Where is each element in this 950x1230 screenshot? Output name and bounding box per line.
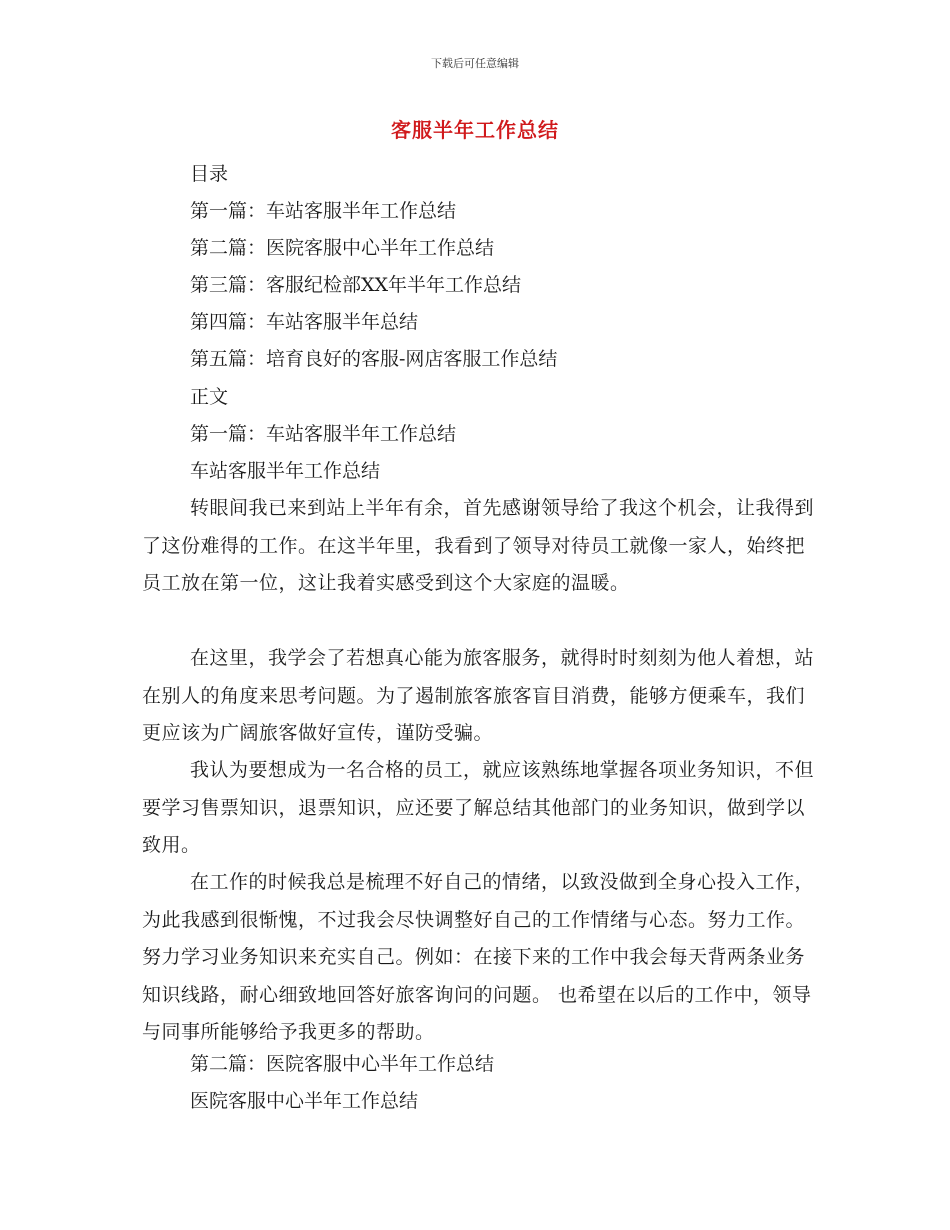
- document-title: 客服半年工作总结: [391, 118, 559, 142]
- body-label: 正文: [190, 386, 229, 408]
- paragraph-3: 我认为要想成为一名合格的员工，就应该熟练地掌握各项业务知识，不但要学习售票知识，退票知识，应还要了解总结其他部门的业务知识，做到学以致用。: [142, 759, 815, 856]
- toc-item-3: 第三篇：客服纪检部XX年半年工作总结: [190, 274, 522, 296]
- section1-heading: 第一篇：车站客服半年工作总结: [190, 423, 457, 445]
- paragraph-1: 转眼间我已来到站上半年有余，首先感谢领导给了我这个机会，让我得到了这份难得的工作。在这半年里，我看到了领导对待员工就像一家人，始终把员工放在第一位，这让我着实感受到这个大家庭的温暖。: [142, 497, 815, 594]
- paragraph-4: 在工作的时候我总是梳理不好自己的情绪，以致没做到全身心投入工作，为此我感到很惭愧，不过我会尽快调整好自己的工作情绪与心态。努力工作。努力学习业务知识来充实自己。例如：在接下来的工作中我会每天背两条业务知识线路，耐心细致地回答好旅客询问的问题。 也希望在以后的工作中，领导与同事所能够给予我更多的帮助。: [142, 871, 815, 1043]
- section2-heading: 第二篇：医院客服中心半年工作总结: [190, 1053, 495, 1075]
- paragraph-2: 在这里，我学会了若想真心能为旅客服务，就得时时刻刻为他人着想，站在别人的角度来思考问题。为了遏制旅客旅客盲目消费，能够方便乘车，我们更应该为广阔旅客做好宣传，谨防受骗。: [142, 647, 815, 744]
- toc-label: 目录: [190, 163, 229, 185]
- section2-subheading: 医院客服中心半年工作总结: [190, 1090, 419, 1112]
- toc-item-4: 第四篇：车站客服半年总结: [190, 311, 419, 333]
- toc-item-2: 第二篇：医院客服中心半年工作总结: [190, 237, 495, 259]
- toc-item-1: 第一篇：车站客服半年工作总结: [190, 200, 457, 222]
- section1-subheading: 车站客服半年工作总结: [190, 460, 381, 482]
- header-note: 下载后可任意编辑: [431, 57, 519, 70]
- toc-item-5: 第五篇：培育良好的客服-网店客服工作总结: [190, 348, 558, 370]
